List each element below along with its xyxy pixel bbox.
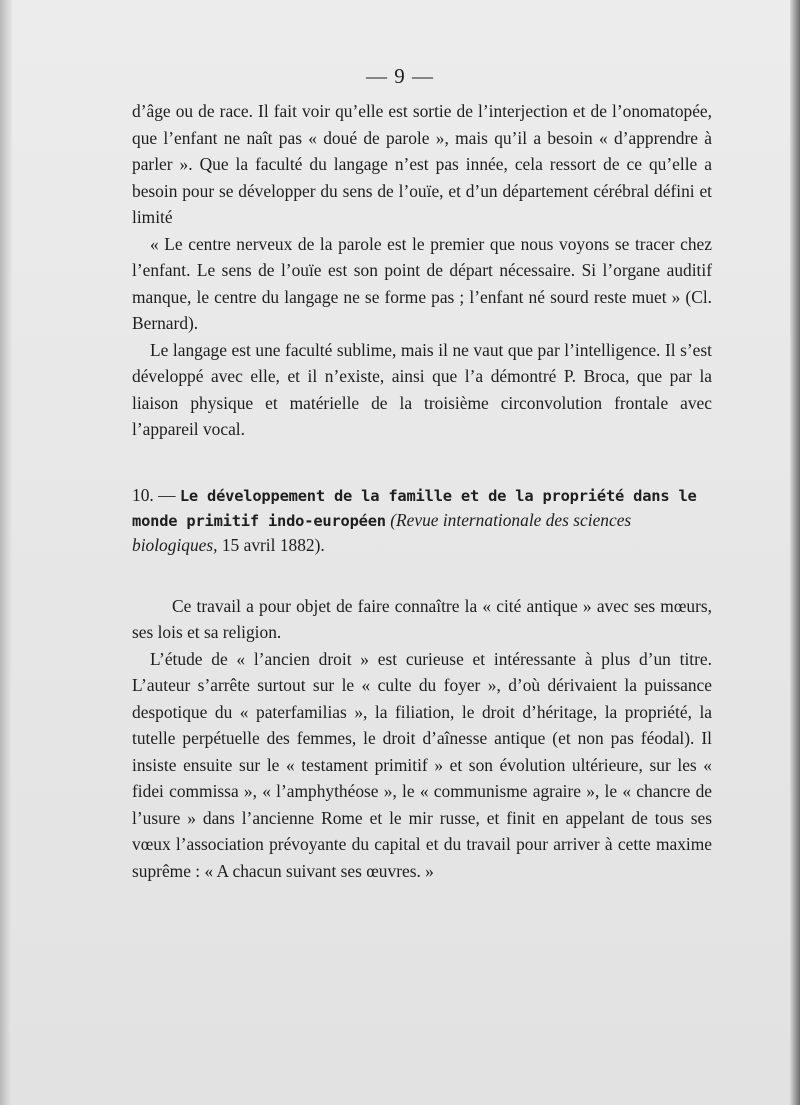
page-number: — 9 —: [366, 64, 434, 88]
page-body: [132, 98, 712, 884]
scan-edge-right: [790, 0, 800, 1105]
paragraph-objet: Ce travail a pour objet de faire connaître la « cité antique » avec ses mœurs, ses lois et sa religion.: [132, 595, 712, 642]
paragraph-langage: Le langage est une faculté sublime, mais il ne vaut que par l’intelligence. Il s’est développé avec elle, et il n’existe, ainsi que l’a démontré P. Broca, que par la liaison physique et matérielle de la troisième circonvolution frontale avec l’appareil vocal.: [132, 339, 712, 439]
section-gap-2: [132, 557, 712, 593]
section-number: 10.: [132, 484, 154, 505]
section-gap: [132, 443, 712, 483]
section-heading: [132, 483, 712, 557]
section-source: (Revue internationale des sciences biologiques,: [132, 509, 632, 555]
scan-edge-left: [0, 0, 12, 1105]
section-title: Le développement de la famille et de la propriété dans le monde primitif indo-européen: [132, 486, 697, 530]
section-date: 15 avril 1882).: [217, 534, 325, 555]
paragraph-continuation: d’âge ou de race. Il fait voir qu’elle est sortie de l’interjection et de l’onomatopée, que l’enfant ne naît pas « doué de parole », mais qu’il a besoin « d’apprendre à parler ». Que la faculté du langage n’est pas innée, cela ressort de ce qu’elle a besoin pour se développer du sens de l’ouïe, et d’un département cérébral défini et limité: [132, 101, 712, 227]
paragraph-ancien-droit: L’étude de « l’ancien droit » est curieuse et intéressante à plus d’un titre. L’auteur s’arrête surtout sur le « culte du foyer », d’où dérivaient la puissance despotique du « paterfamilias », la filiation, le droit d’héritage, la propriété, la tutelle perpétuelle des femmes, le droit d’aînesse antique (et non pas féodal). Il insiste ensuite sur le « testament primitif » et son évolution ultérieure, sur les « fidei commissa », « l’amphythéose », le « communisme agraire », le « chancre de l’usure » dans l’ancienne Rome et le mir russe, et finit en appelant de tous ses vœux l’association prévoyante du capital et du travail pour arriver à cette maxime suprême : « A chacun suivant ses œuvres. »: [132, 648, 712, 881]
paragraph-quote-bernard: « Le centre nerveux de la parole est le premier que nous voyons se tracer chez l’enfant. Le sens de l’ouïe est son point de départ nécessaire. Si l’organe auditif manque, le centre du langage ne se forme pas ; l’enfant né sourd reste muet » (Cl. Bernard).: [132, 233, 712, 333]
section-dash: —: [153, 484, 180, 505]
